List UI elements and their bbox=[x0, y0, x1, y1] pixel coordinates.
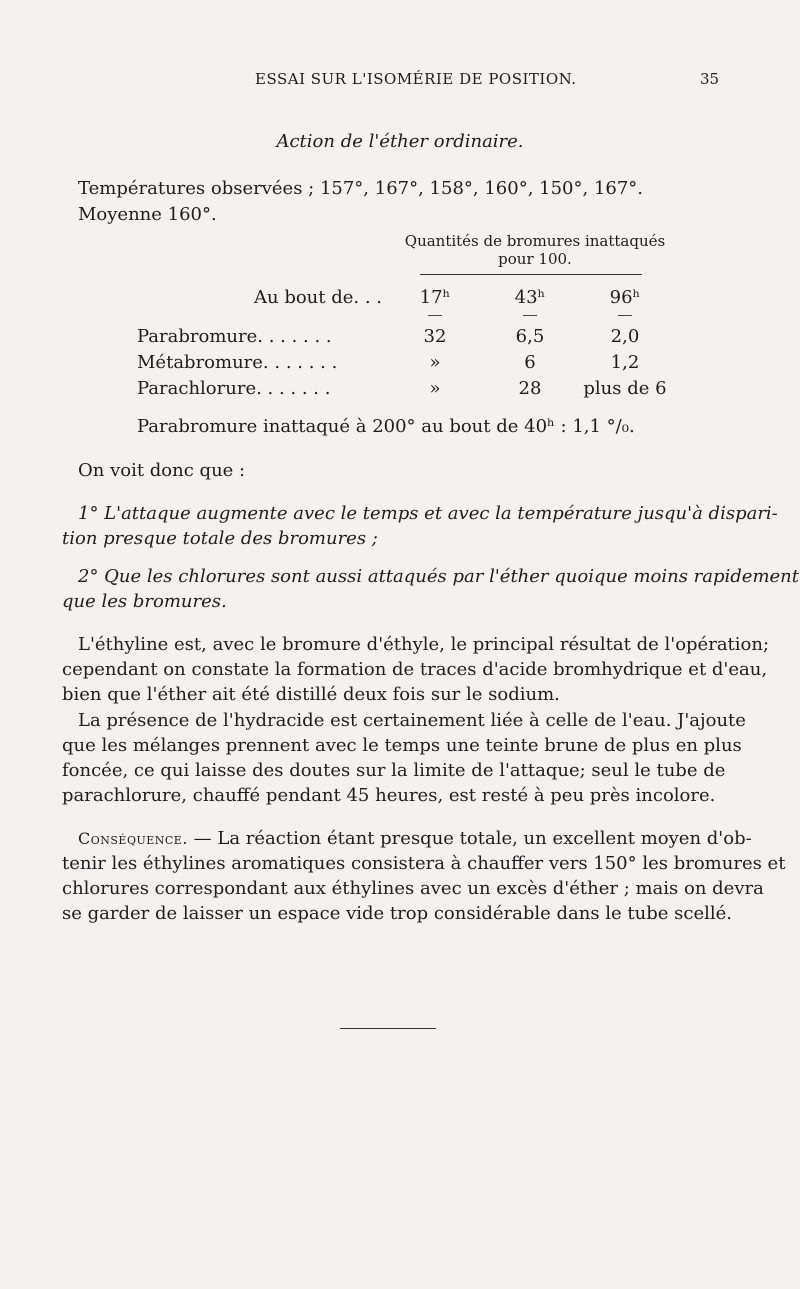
table-cell: 6 bbox=[524, 352, 536, 373]
consequence-label: Conséquence. bbox=[78, 829, 188, 848]
table-dash bbox=[618, 315, 632, 316]
section-title: Action de l'éther ordinaire. bbox=[276, 131, 524, 152]
conclusion-point-1: 1° L'attaque augmente avec le temps et avec la température jusqu'à dispari- bbox=[78, 503, 778, 524]
table-cell: plus de 6 bbox=[583, 378, 667, 399]
table-column-header: 96ʰ bbox=[609, 287, 641, 308]
table-cell: 2,0 bbox=[610, 326, 640, 347]
paragraph-line: parachlorure, chauffé pendant 45 heures, est resté à peu près incolore. bbox=[62, 785, 716, 806]
table-group-header: Quantités de bromures inattaqués bbox=[404, 232, 666, 250]
table-row-label: Parachlorure. . . . . . . bbox=[137, 378, 331, 399]
table-footnote: Parabromure inattaqué à 200° au bout de 40ʰ : 1,1 °/₀. bbox=[137, 416, 635, 437]
paragraph-line: La présence de l'hydracide est certainement liée à celle de l'eau. J'ajoute bbox=[78, 710, 746, 731]
table-row-label: Parabromure. . . . . . . bbox=[137, 326, 332, 347]
table-cell: » bbox=[429, 378, 441, 399]
paragraph-line: bien que l'éther ait été distillé deux fois sur le sodium. bbox=[62, 684, 560, 705]
conclusion-lead: On voit donc que : bbox=[78, 460, 246, 481]
paragraph-line: que les mélanges prennent avec le temps une teinte brune de plus en plus bbox=[62, 735, 742, 756]
temperatures-line: Températures observées ; 157°, 167°, 158°, 160°, 150°, 167°. bbox=[78, 178, 644, 199]
paragraph-line: se garder de laisser un espace vide trop considérable dans le tube scellé. bbox=[62, 903, 732, 924]
table-cell: 28 bbox=[518, 378, 542, 399]
table-dash bbox=[523, 315, 537, 316]
end-rule bbox=[340, 1028, 436, 1029]
conclusion-point-2-cont: que les bromures. bbox=[62, 591, 227, 612]
average-line: Moyenne 160°. bbox=[78, 204, 217, 225]
paragraph-line: tenir les éthylines aromatiques consistera à chauffer vers 150° les bromures et bbox=[62, 853, 786, 874]
table-cell: » bbox=[429, 352, 441, 373]
table-column-header: 43ʰ bbox=[514, 287, 546, 308]
table-row-label: Métabromure. . . . . . . bbox=[137, 352, 338, 373]
paragraph-line: cependant on constate la formation de traces d'acide bromhydrique et d'eau, bbox=[62, 659, 768, 680]
table-column-header: 17ʰ bbox=[419, 287, 451, 308]
running-header: ESSAI SUR L'ISOMÉRIE DE POSITION. bbox=[255, 70, 577, 88]
table-cell: 6,5 bbox=[515, 326, 545, 347]
consequence-text: — La réaction étant presque totale, un excellent moyen d'ob- bbox=[187, 828, 752, 849]
conclusion-point-1-cont: tion presque totale des bromures ; bbox=[62, 528, 378, 549]
paragraph-line: chlorures correspondant aux éthylines avec un excès d'éther ; mais on devra bbox=[62, 878, 764, 899]
table-dash bbox=[428, 315, 442, 316]
table-row-label-header: Au bout de. . . bbox=[254, 287, 383, 308]
paragraph-line: foncée, ce qui laisse des doutes sur la limite de l'attaque; seul le tube de bbox=[62, 760, 726, 781]
consequence-first-line bbox=[78, 828, 752, 849]
table-brace-rule bbox=[420, 274, 642, 275]
paragraph-line: L'éthyline est, avec le bromure d'éthyle, le principal résultat de l'opération; bbox=[78, 634, 770, 655]
table-cell: 1,2 bbox=[610, 352, 640, 373]
conclusion-point-2: 2° Que les chlorures sont aussi attaqués par l'éther quoique moins rapidement bbox=[78, 566, 799, 587]
page-number: 35 bbox=[700, 70, 720, 88]
table-cell: 32 bbox=[423, 326, 447, 347]
table-group-header-sub: pour 100. bbox=[498, 250, 572, 268]
